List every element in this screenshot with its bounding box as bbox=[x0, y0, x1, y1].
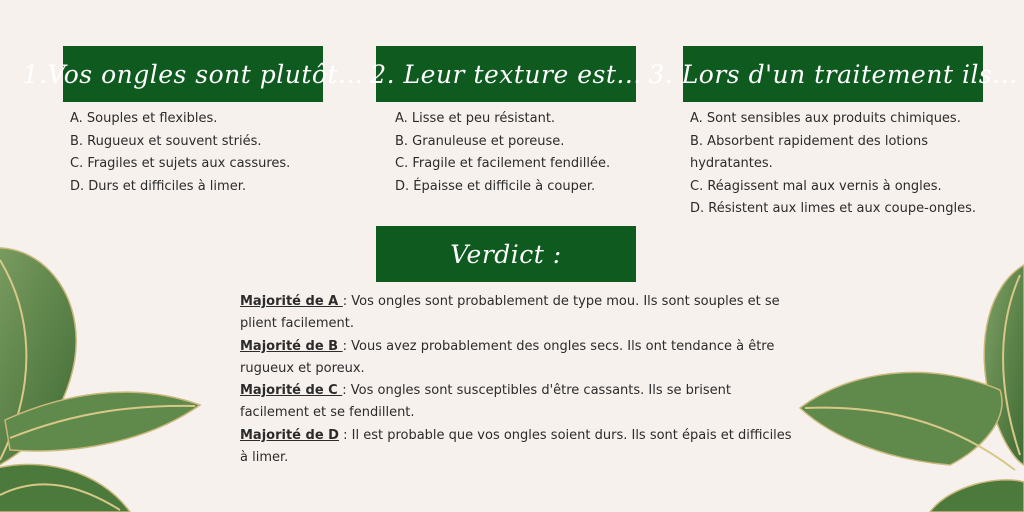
option-d: D. Épaisse et difficile à couper. bbox=[395, 178, 596, 194]
option-d: D. Durs et difficiles à limer. bbox=[70, 178, 246, 194]
verdict-item-c bbox=[240, 380, 800, 425]
option-c: C. Réagissent mal aux vernis à ongles. bbox=[690, 178, 942, 194]
question-2-title: 2. Leur texture est... bbox=[376, 46, 636, 102]
verdict-lead: Majorité de D bbox=[240, 427, 339, 443]
verdict-item-a bbox=[240, 291, 800, 336]
right-leaf-cluster bbox=[800, 265, 1024, 512]
option-a: A. Lisse et peu résistant. bbox=[395, 111, 556, 126]
verdict-lead: Majorité de B bbox=[240, 338, 343, 354]
question-1-options bbox=[70, 108, 320, 198]
verdict-text: : Vous avez probablement des ongles secs. Ils ont tendance à être rugueux et poreux. bbox=[240, 338, 775, 376]
verdict-lead: Majorité de C bbox=[240, 383, 343, 399]
verdict-title: Verdict : bbox=[376, 226, 636, 282]
verdict-lead: Majorité de A bbox=[240, 294, 343, 309]
option-b: B. Rugueux et souvent striés. bbox=[70, 133, 262, 149]
option-d: D. Résistent aux limes et aux coupe-ongles. bbox=[690, 201, 977, 216]
left-leaf-cluster bbox=[0, 248, 200, 512]
option-c: C. Fragiles et sujets aux cassures. bbox=[70, 156, 291, 171]
question-3-title: 3. Lors d'un traitement ils... bbox=[683, 46, 983, 102]
option-a: A. Souples et flexibles. bbox=[70, 111, 218, 126]
verdict-text: : Vos ongles sont susceptibles d'être cassants. Ils se brisent facilement et se fendillent. bbox=[240, 383, 731, 421]
question-3-options bbox=[690, 108, 990, 221]
option-a: A. Sont sensibles aux produits chimiques. bbox=[690, 111, 961, 126]
question-2-options bbox=[395, 108, 645, 198]
question-1-title: 1.Vos ongles sont plutôt... bbox=[63, 46, 323, 102]
verdict-item-d bbox=[240, 425, 800, 470]
option-b: B. Granuleuse et poreuse. bbox=[395, 133, 565, 149]
option-b: B. Absorbent rapidement des lotions hydratantes. bbox=[690, 133, 929, 171]
verdict-item-b bbox=[240, 336, 800, 381]
option-c: C. Fragile et facilement fendillée. bbox=[395, 156, 611, 171]
verdict-text: : Vos ongles sont probablement de type mou. Ils sont souples et se plient facilement. bbox=[240, 294, 780, 332]
verdict-text: : Il est probable que vos ongles soient durs. Ils sont épais et difficiles à limer. bbox=[240, 427, 792, 466]
verdict-list bbox=[240, 291, 800, 469]
